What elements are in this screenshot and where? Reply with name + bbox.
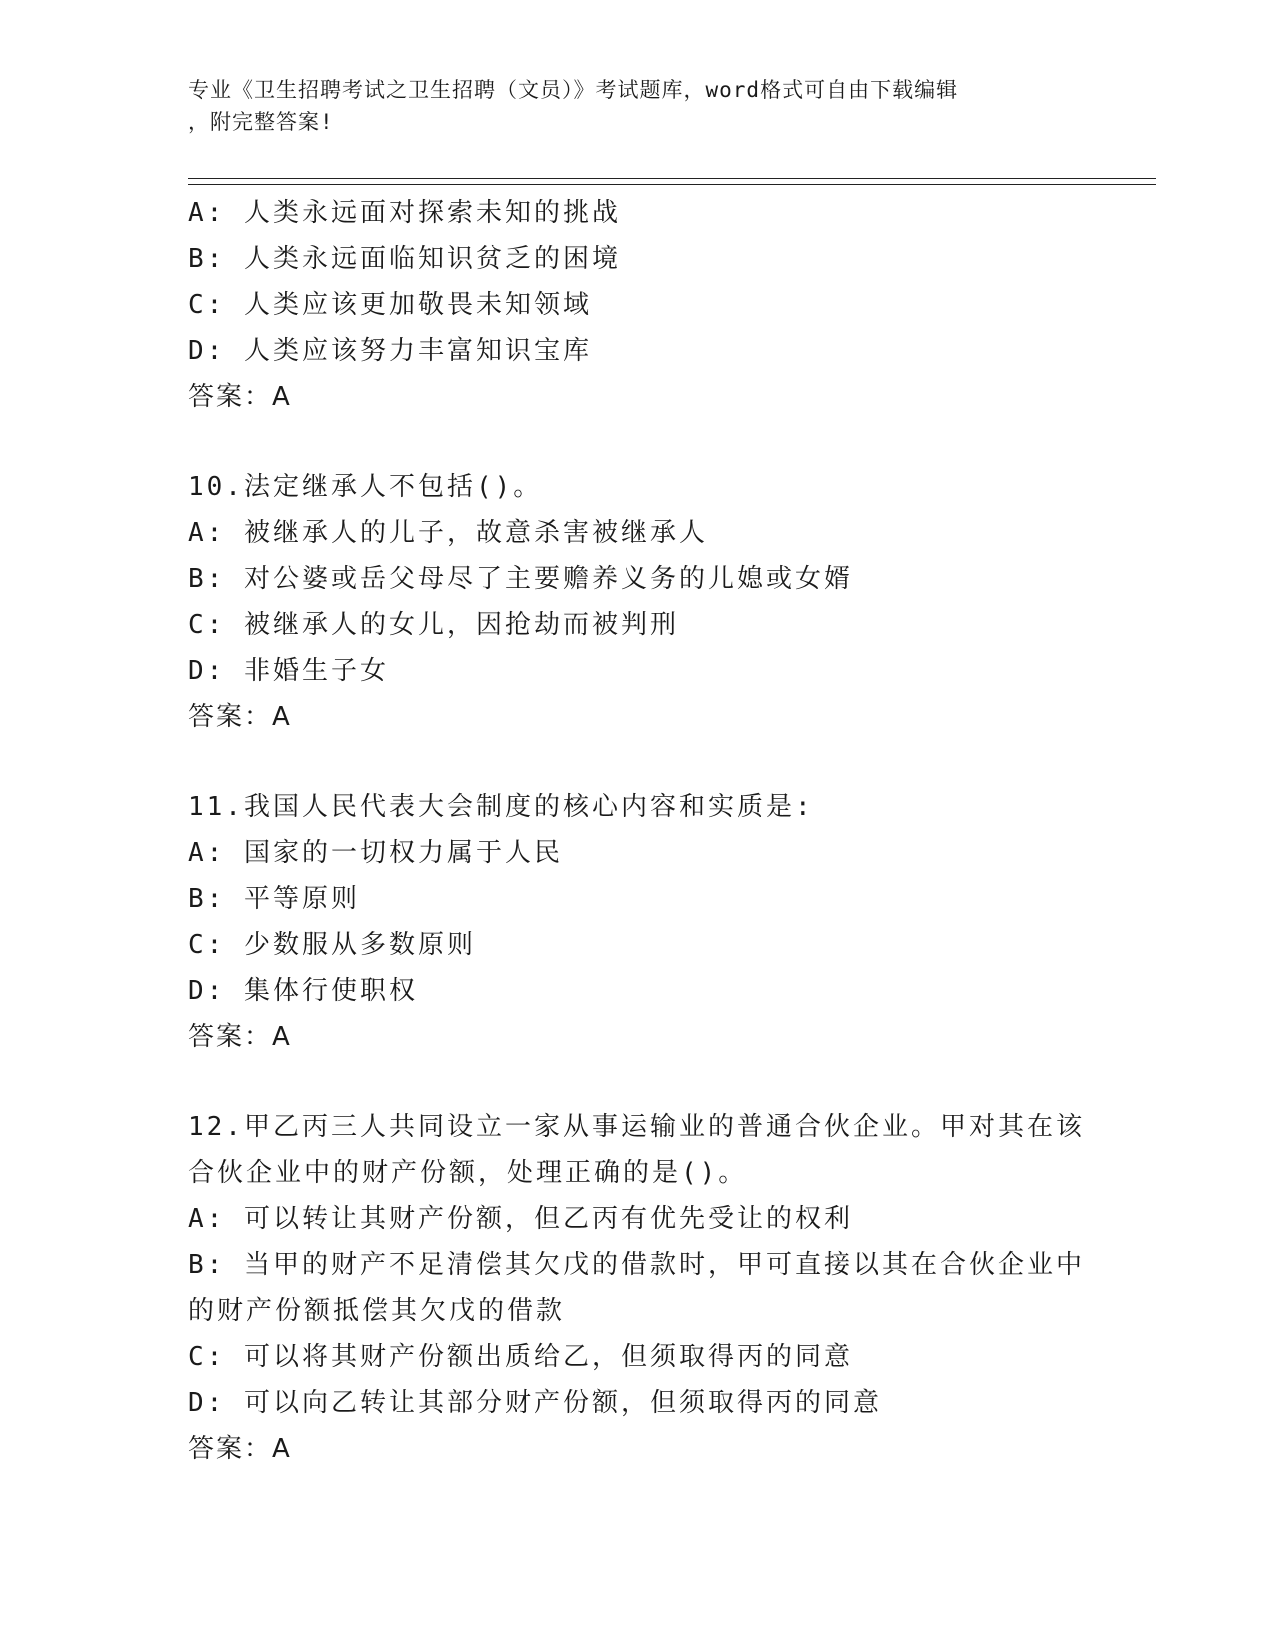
document-header <box>188 74 1068 138</box>
option-b: B: 平等原则 <box>188 884 360 914</box>
header-line-2: ，附完整答案! <box>188 110 334 134</box>
question-block-11 <box>188 784 1088 1060</box>
answer-line: 答案：A <box>188 1022 292 1052</box>
option-a: A: 人类永远面对探索未知的挑战 <box>188 198 621 228</box>
question-text: 10.法定继承人不包括()。 <box>188 472 543 502</box>
header-rule-top <box>188 178 1156 179</box>
option-d: D: 非婚生子女 <box>188 656 389 686</box>
option-d: D: 人类应该努力丰富知识宝库 <box>188 336 592 366</box>
option-c: C: 少数服从多数原则 <box>188 930 476 960</box>
option-c: C: 可以将其财产份额出质给乙，但须取得丙的同意 <box>188 1342 853 1372</box>
question-block-9 <box>188 190 1088 420</box>
option-d: D: 可以向乙转让其部分财产份额，但须取得丙的同意 <box>188 1388 882 1418</box>
block-spacer <box>188 420 1088 464</box>
option-c: C: 人类应该更加敬畏未知领域 <box>188 290 592 320</box>
question-text: 12.甲乙丙三人共同设立一家从事运输业的普通合伙企业。甲对其在该 <box>188 1112 1085 1142</box>
option-a: A: 国家的一切权力属于人民 <box>188 838 563 868</box>
option-b: B: 当甲的财产不足清偿其欠戊的借款时，甲可直接以其在合伙企业中 <box>188 1250 1085 1280</box>
answer-line: 答案：A <box>188 382 292 412</box>
question-list <box>188 190 1088 1472</box>
question-text: 11.我国人民代表大会制度的核心内容和实质是: <box>188 792 814 822</box>
question-text-continued: 合伙企业中的财产份额，处理正确的是()。 <box>188 1158 748 1188</box>
answer-line: 答案：A <box>188 1434 292 1464</box>
option-b: B: 人类永远面临知识贫乏的困境 <box>188 244 621 274</box>
question-block-12 <box>188 1104 1088 1472</box>
option-a: A: 被继承人的儿子，故意杀害被继承人 <box>188 518 708 548</box>
header-rule-bottom <box>188 184 1156 185</box>
option-b: B: 对公婆或岳父母尽了主要赡养义务的儿媳或女婿 <box>188 564 853 594</box>
block-spacer <box>188 1060 1088 1104</box>
answer-line: 答案：A <box>188 702 292 732</box>
option-a: A: 可以转让其财产份额，但乙丙有优先受让的权利 <box>188 1204 853 1234</box>
question-block-10 <box>188 464 1088 740</box>
header-line-1: 专业《卫生招聘考试之卫生招聘（文员）》考试题库，word格式可自由下载编辑 <box>188 78 959 102</box>
option-b-continued: 的财产份额抵偿其欠戊的借款 <box>188 1296 566 1326</box>
option-d: D: 集体行使职权 <box>188 976 418 1006</box>
option-c: C: 被继承人的女儿，因抢劫而被判刑 <box>188 610 679 640</box>
block-spacer <box>188 740 1088 784</box>
